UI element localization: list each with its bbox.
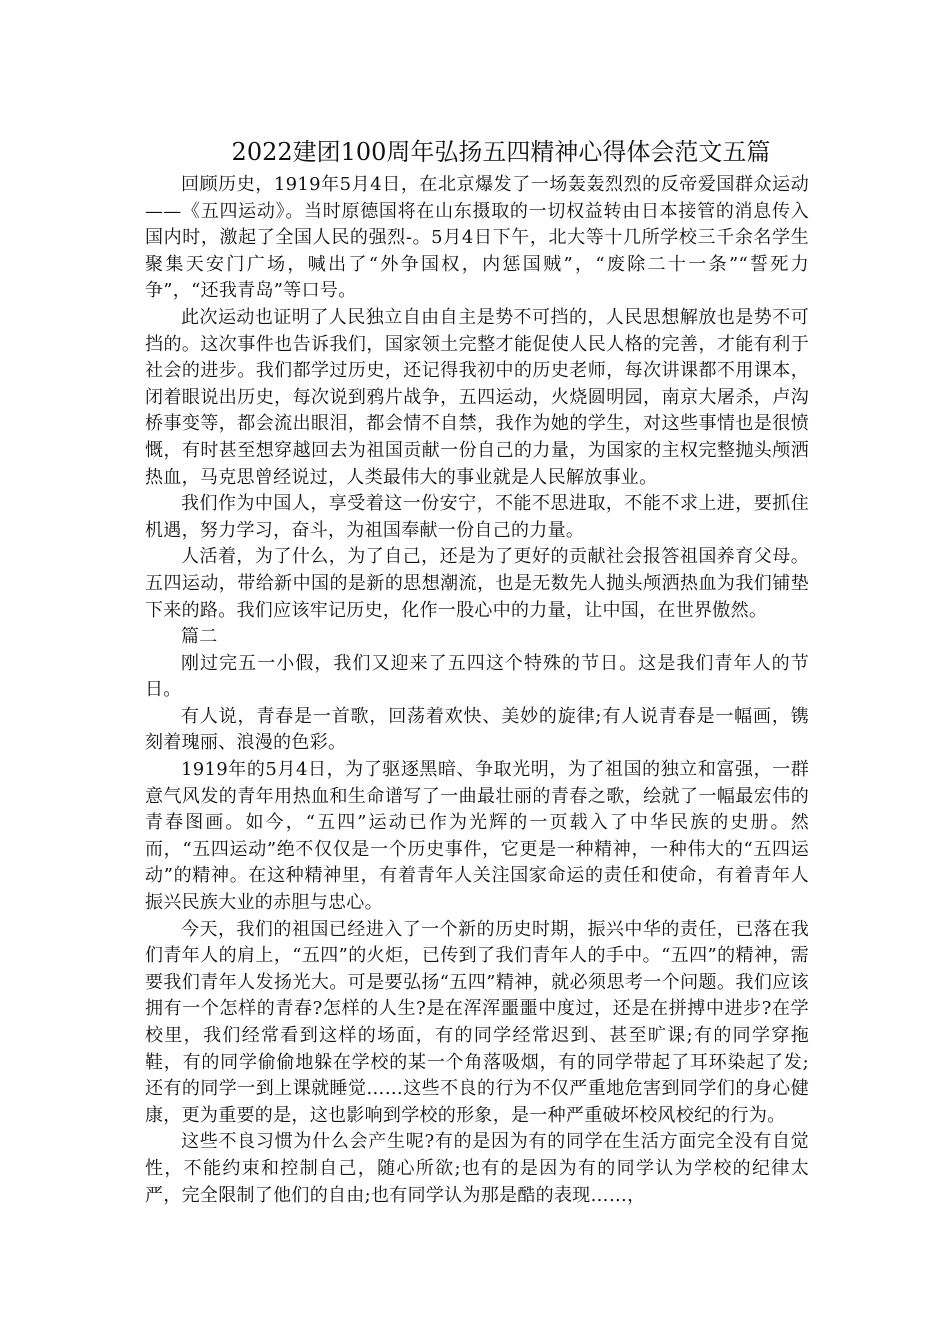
paragraph-5: 刚过完五一小假，我们又迎来了五四这个特殊的节日。这是我们青年人的节日。 bbox=[145, 652, 809, 701]
document-title: 2022建团100周年弘扬五四精神心得体会范文五篇 bbox=[231, 138, 771, 166]
paragraph-1: 回顾历史，1919年5月4日，在北京爆发了一场轰轰烈烈的反帝爱国群众运动——《五四运动》。当时原德国将在山东摄取的一切权益转由日本接管的消息传入国内时，激起了全国人民的强烈-。5月4日下午，北大等十几所学校三千余名学生聚集天安门广场，喊出了“外争国权，内惩国贼”，“废除二十一条”“誓死力争”，“还我青岛”等口号。 bbox=[145, 174, 809, 302]
section-heading-part-two: 篇二 bbox=[181, 626, 218, 648]
paragraph-3: 我们作为中国人，享受着这一份安宁，不能不思进取，不能不求上进，要抓住机遇，努力学习，奋斗，为祖国奉献一份自己的力量。 bbox=[145, 493, 809, 541]
paragraph-6: 有人说，青春是一首歌，回荡着欢快、美妙的旋律;有人说青春是一幅画，镌刻着瑰丽、浪漫的色彩。 bbox=[145, 705, 809, 754]
paragraph-2: 此次运动也证明了人民独立自由自主是势不可挡的，人民思想解放也是势不可挡的。这次事件也告诉我们，国家领土完整才能促使人民人格的完善，才能有利于社会的进步。我们都学过历史，还记得我初中的历史老师，每次讲课都不用课本，闭着眼说出历史，每次说到鸦片战争，五四运动，火烧圆明园，南京大屠杀，卢沟桥事变等，都会流出眼泪，都会情不自禁，我作为她的学生，对这些事情也是很愤慨，有时甚至想穿越回去为祖国贡献一份自己的力量，为国家的主权完整抛头颅洒热血，马克思曾经说过，人类最伟大的事业就是人民解放事业。 bbox=[145, 306, 809, 488]
paragraph-7: 1919年的5月4日，为了驱逐黑暗、争取光明，为了祖国的独立和富强，一群意气风发的青年用热血和生命谱写了一曲最壮丽的青春之歌，绘就了一幅最宏伟的青春图画。如今，“五四”运动已作为光辉的一页载入了中华民族的史册。然而，“五四运动”绝不仅仅是一个历史事件，它更是一种精神，一种伟大的“五四运动”的精神。在这种精神里，有着青年人关注国家命运的责任和使命，有着青年人振兴民族大业的赤胆与忠心。 bbox=[145, 759, 809, 914]
paragraph-4: 人活着，为了什么，为了自己，还是为了更好的贡献社会报答祖国养育父母。五四运动，带给新中国的是新的思想潮流，也是无数先人抛头颅洒热血为我们铺垫下来的路。我们应该牢记历史，化作一股心中的力量，让中国，在世界傲然。 bbox=[145, 546, 809, 621]
document-body bbox=[145, 172, 809, 1209]
paragraph-9: 这些不良习惯为什么会产生呢?有的是因为有的同学在生活方面完全没有自觉性，不能约束和控制自己，随心所欲;也有的是因为有的同学认为学校的纪律太严，完全限制了他们的自由;也有同学认为那是酷的表现……， bbox=[145, 1131, 809, 1206]
paragraph-8: 今天，我们的祖国已经进入了一个新的历史时期，振兴中华的责任，已落在我们青年人的肩上，“五四”的火炬，已传到了我们青年人的手中。“五四”的精神，需要我们青年人发扬光大。可是要弘扬“五四”精神，就必须思考一个问题。我们应该拥有一个怎样的青春?怎样的人生?是在浑浑噩噩中度过，还是在拼搏中进步?在学校里，我们经常看到这样的场面，有的同学经常迟到、甚至旷课;有的同学穿拖鞋，有的同学偷偷地躲在学校的某一个角落吸烟，有的同学带起了耳环染起了发;还有的同学一到上课就睡觉……这些不良的行为不仅严重地危害到同学们的身心健康，更为重要的是，这也影响到学校的形象，是一种严重破坏校风校纪的行为。 bbox=[145, 918, 809, 1126]
